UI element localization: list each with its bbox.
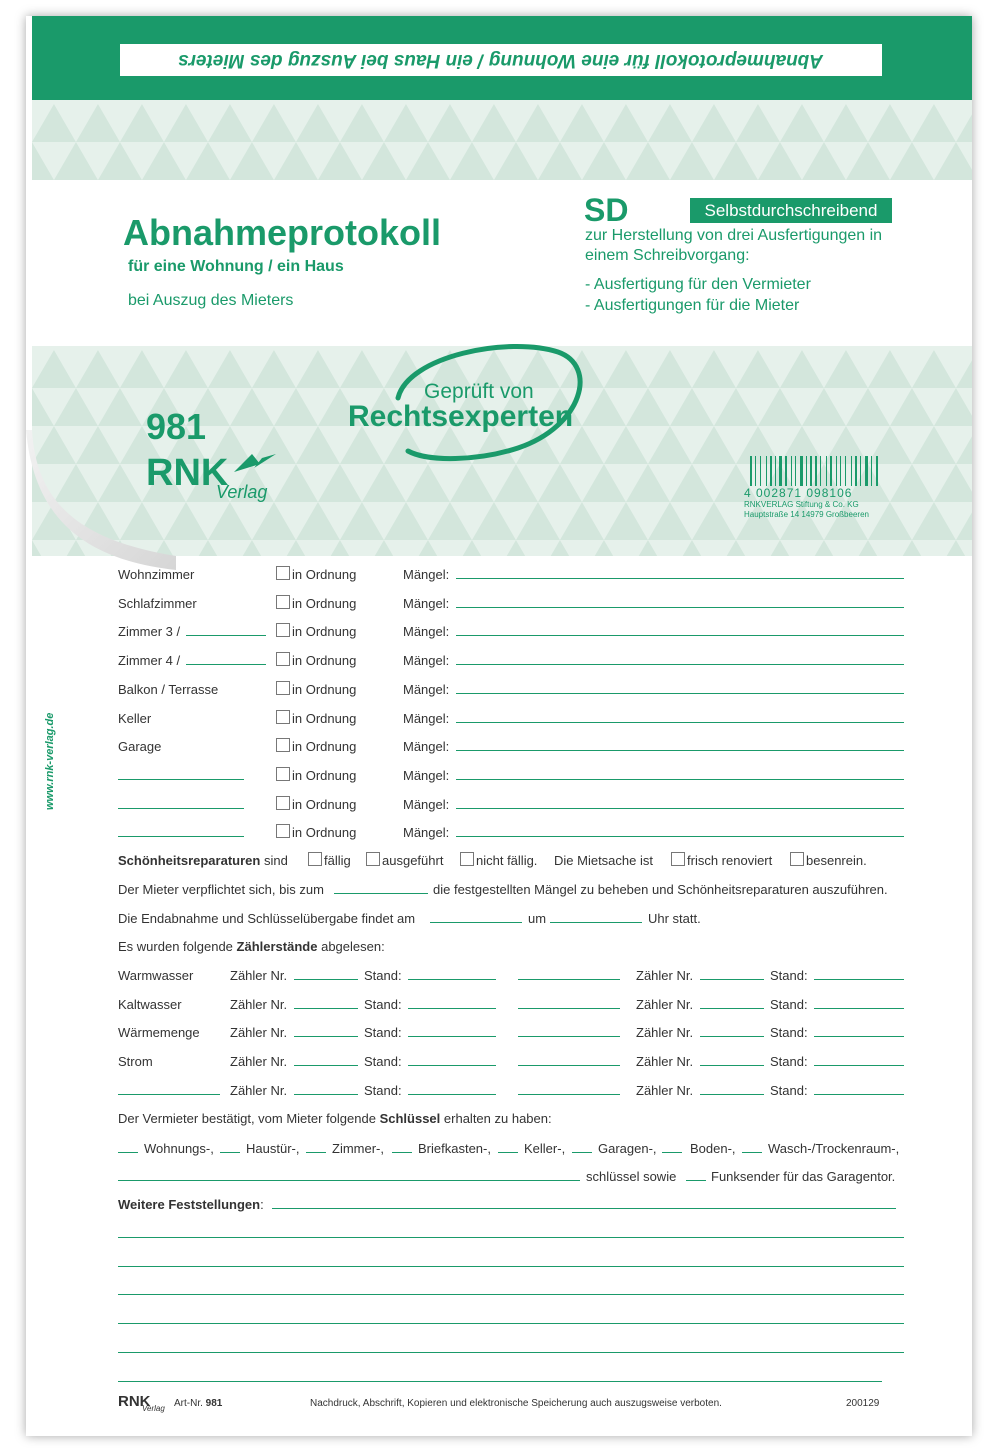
- rnk-logo-icon: [234, 452, 278, 474]
- meter-nr-field[interactable]: [700, 1065, 764, 1066]
- key-label: Boden-,: [690, 1141, 736, 1156]
- footer-code: 200129: [846, 1398, 880, 1409]
- key-count-field[interactable]: [742, 1152, 762, 1153]
- meter-stand-field[interactable]: [814, 1065, 904, 1066]
- key-extra-field[interactable]: [118, 1180, 580, 1181]
- meter-label: Wärmemenge: [118, 1025, 200, 1041]
- label-frisch-renoviert: frisch renoviert: [687, 853, 773, 868]
- maengel-field[interactable]: [456, 779, 904, 780]
- meter-custom-field[interactable]: [518, 1094, 620, 1095]
- label-maengel: Mängel:: [403, 767, 450, 783]
- meter-nr-field[interactable]: [700, 1008, 764, 1009]
- label-maengel: Mängel:: [403, 595, 450, 611]
- room-label: Zimmer 3 /: [118, 624, 181, 640]
- checkbox-in-ordnung[interactable]: [276, 796, 290, 810]
- meter-stand-field[interactable]: [814, 979, 904, 980]
- label-in-ordnung: in Ordnung: [292, 653, 357, 669]
- weitere-line[interactable]: [118, 1266, 904, 1267]
- meter-nr-label: Zähler Nr.: [230, 1054, 288, 1070]
- key-count-field[interactable]: [572, 1152, 592, 1153]
- schoenheit-label: Schönheitsreparaturen: [118, 853, 261, 868]
- label-in-ordnung: in Ordnung: [292, 825, 357, 841]
- label-maengel: Mängel:: [403, 624, 450, 640]
- label-maengel: Mängel:: [403, 825, 450, 841]
- meter-nr-field[interactable]: [294, 1008, 358, 1009]
- endabnahme-time-field[interactable]: [550, 922, 642, 923]
- endabnahme-date-field[interactable]: [430, 922, 522, 923]
- key-label: Briefkasten-,: [418, 1141, 491, 1156]
- cover-subtitle2: bei Auszug des Mieters: [128, 292, 294, 309]
- footer-brand-sub: Verlag: [142, 1404, 165, 1413]
- label-nicht-faellig: nicht fällig.: [476, 853, 538, 868]
- meter-nr-label: Zähler Nr.: [230, 1082, 288, 1098]
- key-label: Garagen-,: [598, 1141, 657, 1156]
- key-count-field[interactable]: [498, 1152, 518, 1153]
- weitere-line[interactable]: [118, 1352, 904, 1353]
- meter-stand-label: Stand:: [770, 1082, 808, 1098]
- key-count-field[interactable]: [118, 1152, 138, 1153]
- weitere-line[interactable]: [118, 1294, 904, 1295]
- cover-title: Abnahmeprotokoll: [123, 212, 442, 253]
- footer-notice: Nachdruck, Abschrift, Kopieren und elektronische Speicherung auch auszugsweise verboten.: [310, 1398, 722, 1409]
- verpflichtung-text-b: die festgestellten Mängel zu beheben und Schönheitsreparaturen auszuführen.: [433, 882, 888, 897]
- label-in-ordnung: in Ordnung: [292, 567, 357, 582]
- meter-nr-field[interactable]: [294, 1094, 358, 1095]
- triangle-pattern-top: [32, 100, 972, 180]
- publisher-info: [744, 500, 869, 520]
- meter-stand-label: Stand:: [770, 996, 808, 1012]
- checkbox-in-ordnung[interactable]: [276, 767, 290, 781]
- weitere-heading: [118, 1197, 264, 1212]
- key-label: Haustür-,: [246, 1141, 300, 1156]
- key-label: Zimmer-,: [332, 1141, 384, 1156]
- schluessel-intro-a: Der Vermieter bestätigt, vom Mieter folgende: [118, 1111, 376, 1126]
- meter-nr-field[interactable]: [700, 1036, 764, 1037]
- maengel-field[interactable]: [456, 578, 904, 579]
- key-funk: Funksender für das Garagentor.: [711, 1169, 896, 1184]
- room-label: Wohnzimmer: [118, 567, 195, 582]
- key-count-field[interactable]: [220, 1152, 240, 1153]
- cover-band: [32, 16, 972, 100]
- cover-band-text: Abnahmeprotokoll für eine Wohnung / ein Haus bei Auszug des Mieters: [178, 50, 824, 71]
- weitere-line-0[interactable]: [272, 1208, 896, 1209]
- label-maengel: Mängel:: [403, 710, 450, 726]
- verpflichtung-date-field[interactable]: [334, 893, 428, 894]
- label-in-ordnung: in Ordnung: [292, 767, 357, 783]
- sd-list: [585, 274, 811, 316]
- maengel-field[interactable]: [456, 750, 904, 751]
- maengel-field[interactable]: [456, 664, 904, 665]
- label-maengel: Mängel:: [403, 739, 450, 755]
- schluessel-intro: [118, 1111, 552, 1126]
- checkbox-faellig[interactable]: [308, 852, 322, 866]
- sd-item-2: - Ausfertigungen für die Mieter: [585, 297, 800, 314]
- room-label: Keller: [118, 710, 152, 726]
- label-in-ordnung: in Ordnung: [292, 796, 357, 812]
- meter-stand-field[interactable]: [814, 1008, 904, 1009]
- barcode-icon: [750, 456, 880, 488]
- meter-nr-field[interactable]: [294, 1065, 358, 1066]
- endabnahme-text-a: Die Endabnahme und Schlüsselübergabe findet am: [118, 911, 416, 926]
- room-label: Balkon / Terrasse: [118, 681, 219, 697]
- checkbox-nicht-faellig[interactable]: [460, 852, 474, 866]
- checkbox-in-ordnung[interactable]: [276, 681, 290, 695]
- room-label: Garage: [118, 739, 162, 755]
- label-maengel: Mängel:: [403, 796, 450, 812]
- cover-article-number: 981: [146, 406, 207, 447]
- label-besenrein: besenrein.: [806, 853, 867, 868]
- checkbox-in-ordnung[interactable]: [276, 595, 290, 609]
- checkbox-in-ordnung[interactable]: [276, 623, 290, 637]
- checkbox-in-ordnung[interactable]: [276, 824, 290, 838]
- publisher-line1: RNKVERLAG Stiftung & Co. KG: [744, 500, 859, 509]
- zaehler-intro: [118, 939, 385, 954]
- footer-rule: [118, 1381, 882, 1382]
- schluessel-intro-b: Schlüssel: [379, 1111, 441, 1126]
- meter-custom-field[interactable]: [518, 1065, 620, 1066]
- schoenheit-sind: sind: [263, 853, 288, 868]
- room-label: Schlafzimmer: [118, 595, 197, 611]
- meter-nr-field[interactable]: [700, 979, 764, 980]
- sd-badge: Selbstdurchschreibend: [690, 198, 892, 223]
- maengel-field[interactable]: [456, 607, 904, 608]
- meter-nr-label: Zähler Nr.: [636, 1054, 694, 1070]
- checkbox-besenrein[interactable]: [790, 852, 804, 866]
- label-in-ordnung: in Ordnung: [292, 710, 357, 726]
- meter-nr-label: Zähler Nr.: [230, 1025, 288, 1041]
- meter-nr-field[interactable]: [294, 1036, 358, 1037]
- key-label: Keller-,: [524, 1141, 566, 1156]
- key-count-field[interactable]: [662, 1152, 682, 1153]
- meter-custom-field[interactable]: [518, 1008, 620, 1009]
- label-in-ordnung: in Ordnung: [292, 681, 357, 697]
- meter-stand-label: Stand:: [364, 996, 402, 1012]
- meter-stand-label: Stand:: [364, 1082, 402, 1098]
- checkbox-in-ordnung[interactable]: [276, 652, 290, 666]
- side-url: www.rnk-verlag.de: [44, 712, 56, 810]
- meter-nr-label: Zähler Nr.: [230, 996, 288, 1012]
- zaehler-intro-c: abgelesen:: [321, 939, 385, 954]
- zaehler-intro-b: Zählerstände: [236, 939, 318, 954]
- label-ausgefuehrt: ausgeführt: [382, 853, 444, 868]
- meter-nr-label: Zähler Nr.: [636, 968, 694, 983]
- maengel-field[interactable]: [456, 808, 904, 809]
- footer-brand: RNK: [118, 1393, 151, 1410]
- checkbox-in-ordnung[interactable]: [276, 710, 290, 724]
- cover-subtitle: für eine Wohnung / ein Haus: [128, 258, 344, 275]
- room-number-field[interactable]: [186, 635, 266, 636]
- label-in-ordnung: in Ordnung: [292, 595, 357, 611]
- maengel-field[interactable]: [456, 635, 904, 636]
- meter-stand-label: Stand:: [364, 968, 402, 983]
- weitere-label: Weitere Feststellungen: [118, 1197, 261, 1212]
- meter-stand-field[interactable]: [814, 1094, 904, 1095]
- weitere-line[interactable]: [118, 1237, 904, 1238]
- meter-label: Warmwasser: [118, 968, 194, 983]
- meter-custom-field[interactable]: [518, 1036, 620, 1037]
- meter-nr-label: Zähler Nr.: [636, 996, 694, 1012]
- meter-stand-label: Stand:: [770, 1054, 808, 1070]
- seal-line2: Rechtsexperten: [348, 400, 574, 433]
- label-maengel: Mängel:: [403, 567, 450, 582]
- key-label: Wohnungs-,: [144, 1141, 214, 1156]
- maengel-field[interactable]: [456, 836, 904, 837]
- sd-description: zur Herstellung von drei Ausfertigungen in einem Schreibvorgang:: [585, 227, 883, 264]
- seal-line1: Geprüft von: [424, 380, 534, 403]
- endabnahme-text-c: Uhr statt.: [648, 911, 701, 926]
- meter-stand-label: Stand:: [364, 1054, 402, 1070]
- room-label: Zimmer 4 /: [118, 653, 181, 669]
- meter-stand-label: Stand:: [770, 1025, 808, 1041]
- maengel-field[interactable]: [456, 722, 904, 723]
- maengel-field[interactable]: [456, 693, 904, 694]
- meter-stand-field[interactable]: [408, 1036, 496, 1037]
- meter-nr-field[interactable]: [700, 1094, 764, 1095]
- cover-band-strip: [120, 44, 882, 76]
- footer-art-nr: 981: [205, 1398, 223, 1409]
- endabnahme-text-b: um: [528, 911, 547, 926]
- checkbox-ausgefuehrt[interactable]: [366, 852, 380, 866]
- key-count-field[interactable]: [392, 1152, 412, 1153]
- publisher-line2: Hauptstraße 14 14979 Großbeeren: [744, 510, 869, 519]
- key-sowie: schlüssel sowie: [586, 1169, 677, 1184]
- page-curl: [26, 430, 176, 570]
- key-count-field[interactable]: [306, 1152, 326, 1153]
- room-number-field[interactable]: [186, 664, 266, 665]
- meter-stand-label: Stand:: [770, 968, 808, 983]
- cover-brand: RNK: [146, 452, 229, 494]
- zaehler-intro-a: Es wurden folgende: [118, 939, 233, 954]
- meter-label: Strom: [118, 1054, 153, 1070]
- meter-nr-label: Zähler Nr.: [636, 1082, 694, 1098]
- footer-art: [174, 1398, 222, 1409]
- label-maengel: Mängel:: [403, 681, 450, 697]
- label-in-ordnung: in Ordnung: [292, 739, 357, 755]
- label-maengel: Mängel:: [403, 653, 450, 669]
- meter-nr-label: Zähler Nr.: [636, 1025, 694, 1041]
- meter-label: Kaltwasser: [118, 996, 182, 1012]
- checkbox-frisch-renoviert[interactable]: [671, 852, 685, 866]
- key-label: Wasch-/Trockenraum-,: [768, 1141, 900, 1156]
- weitere-line[interactable]: [118, 1323, 904, 1324]
- funk-count-field[interactable]: [686, 1180, 706, 1181]
- room-custom-field[interactable]: [118, 808, 244, 809]
- schluessel-intro-c: erhalten zu haben:: [443, 1111, 552, 1126]
- checkbox-in-ordnung[interactable]: [276, 738, 290, 752]
- room-custom-field[interactable]: [118, 836, 244, 837]
- meter-stand-field[interactable]: [408, 1094, 496, 1095]
- sd-item-1: - Ausfertigung für den Vermieter: [585, 276, 811, 293]
- label-faellig: fällig: [324, 853, 351, 868]
- meter-stand-field[interactable]: [814, 1036, 904, 1037]
- meter-stand-label: Stand:: [364, 1025, 402, 1041]
- schoenheit-row: [118, 853, 288, 868]
- cover-brand-sub: Verlag: [216, 482, 268, 502]
- checkbox-in-ordnung[interactable]: [276, 566, 290, 580]
- verpflichtung-text-a: Der Mieter verpflichtet sich, bis zum: [118, 882, 324, 897]
- label-mietsache: Die Mietsache ist: [554, 853, 653, 868]
- meter-custom-field[interactable]: [518, 979, 620, 980]
- footer-art-label: Art-Nr.: [174, 1398, 203, 1409]
- label-in-ordnung: in Ordnung: [292, 624, 357, 640]
- meter-stand-field[interactable]: [408, 979, 496, 980]
- meter-stand-field[interactable]: [408, 1065, 496, 1066]
- meter-custom-field[interactable]: [118, 1094, 220, 1095]
- weitere-colon: :: [260, 1197, 264, 1212]
- barcode-number: 4 002871 098106: [744, 486, 853, 500]
- meter-nr-field[interactable]: [294, 979, 358, 980]
- meter-nr-label: Zähler Nr.: [230, 968, 288, 983]
- meter-stand-field[interactable]: [408, 1008, 496, 1009]
- room-custom-field[interactable]: [118, 779, 244, 780]
- sd-mark: SD: [584, 192, 629, 228]
